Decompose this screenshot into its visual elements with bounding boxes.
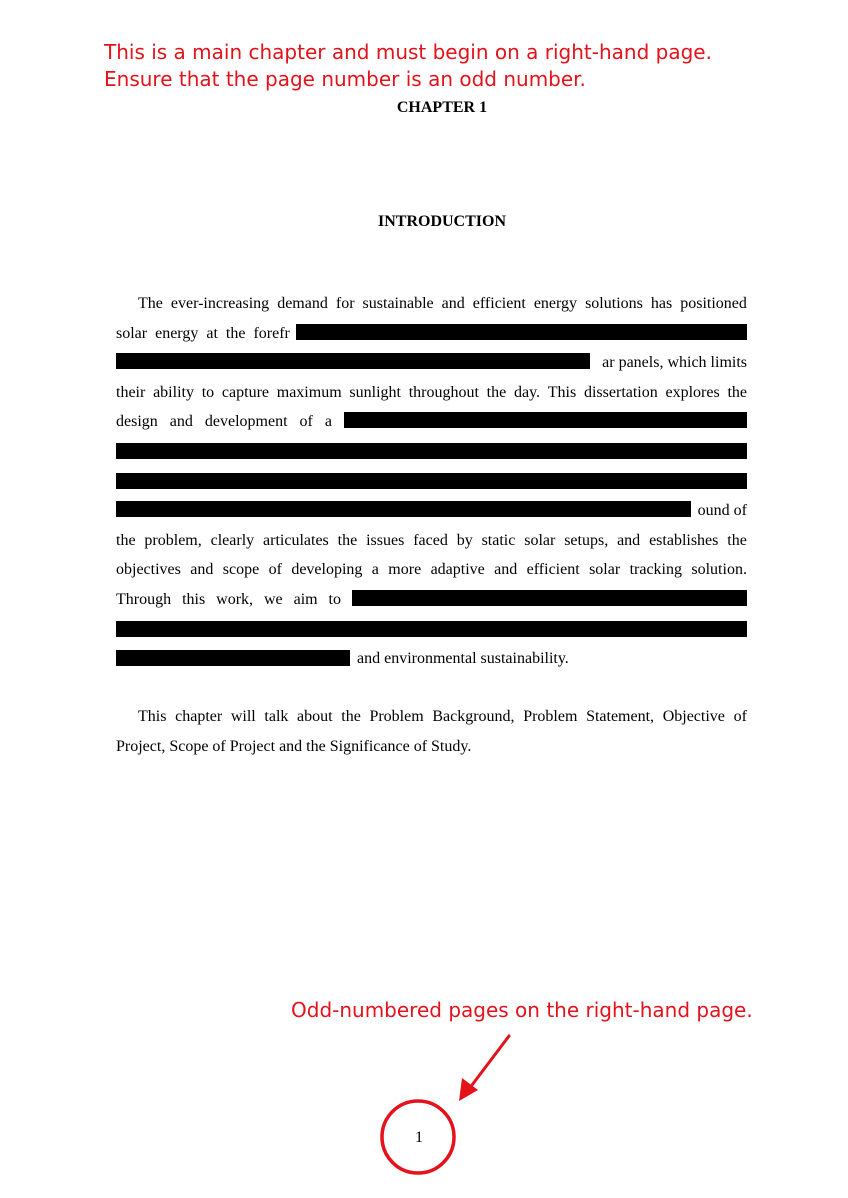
word: solution. [691,561,747,579]
word: about [297,708,333,725]
word: dissertation [583,383,658,401]
word: and [494,561,518,579]
word: This [138,708,167,725]
word: solar [524,531,556,549]
word: of [299,413,313,431]
word: objectives [116,561,181,579]
word: scope [222,561,260,579]
annotation-line-1: This is a main chapter and must begin on a right-hand page. [104,40,712,64]
word: the [486,383,507,401]
word: static [481,531,516,549]
word: adaptive [430,561,485,579]
word: sustainable [362,295,434,312]
word: capture [221,383,269,401]
word: the [727,531,747,549]
word: energy [533,295,578,312]
word: ever-increasing [170,295,270,312]
word: of [733,708,747,725]
word: and [169,413,193,431]
word: this [182,591,206,608]
word: clearly [210,531,255,549]
word: articulates [263,531,329,549]
word: will [230,708,256,725]
word: tracking [629,561,682,579]
word: developing [291,561,363,579]
word: demand [277,295,328,312]
word: throughout [408,383,479,401]
word: ability [153,383,194,401]
word: explores [665,383,720,401]
word: chapter [175,708,223,725]
word: Problem [369,708,424,725]
word: a [371,561,379,579]
word: Objective [662,708,725,725]
word: the [337,531,358,549]
word: and [190,561,214,579]
word: a [324,413,332,431]
p1-line-13-text: and environmental sustainability. [357,650,569,668]
word: This [547,383,577,401]
bottom-annotation: Odd-numbered pages on the right-hand page. [291,998,753,1022]
word: setups, [564,531,609,549]
word: faced [413,531,448,549]
word: Background, [432,708,515,725]
word: talk [264,708,289,725]
word: solutions [585,295,643,312]
word: for [335,295,355,312]
word: Statement, [586,708,655,725]
word: day. [513,383,541,401]
word: we [263,591,283,608]
word: the [341,708,361,725]
word: establishes [649,531,719,549]
word: of [268,561,282,579]
word: The [138,295,163,312]
chapter-label: CHAPTER 1 [396,99,488,116]
word: solar [589,561,621,579]
p1-line-3-text: ar panels, which limits [602,354,747,372]
page-number: 1 [415,1129,423,1146]
word: by [456,531,473,549]
word: and [441,295,465,312]
p1-line-8-text: ound of [697,502,747,520]
word: efficient [472,295,526,312]
word: and [617,531,641,549]
word: aim [293,591,318,608]
word: Problem [523,708,578,725]
p2-line-2: Project, Scope of Project and the Significance of Study. [116,737,472,755]
p1-line-2-text: solar energy at the forefr [116,324,290,342]
word: to [328,591,341,608]
word: has [650,295,673,312]
word: maximum [276,383,342,401]
word: their [116,383,146,401]
word: sunlight [349,383,401,401]
word: the [727,383,747,401]
word: design [116,413,158,431]
word: Through [116,591,172,608]
annotation-line-2: Ensure that the page number is an odd number. [104,67,586,91]
section-title: INTRODUCTION [377,213,506,230]
word: the [116,531,136,549]
word: development [204,413,288,431]
annotation-arrow-shaft [469,1036,509,1089]
word: positioned [680,295,747,312]
word: to [201,383,215,401]
word: efficient [526,561,580,579]
word: more [388,561,422,579]
word: issues [366,531,405,549]
word: problem, [144,531,202,549]
word: work, [216,591,254,608]
